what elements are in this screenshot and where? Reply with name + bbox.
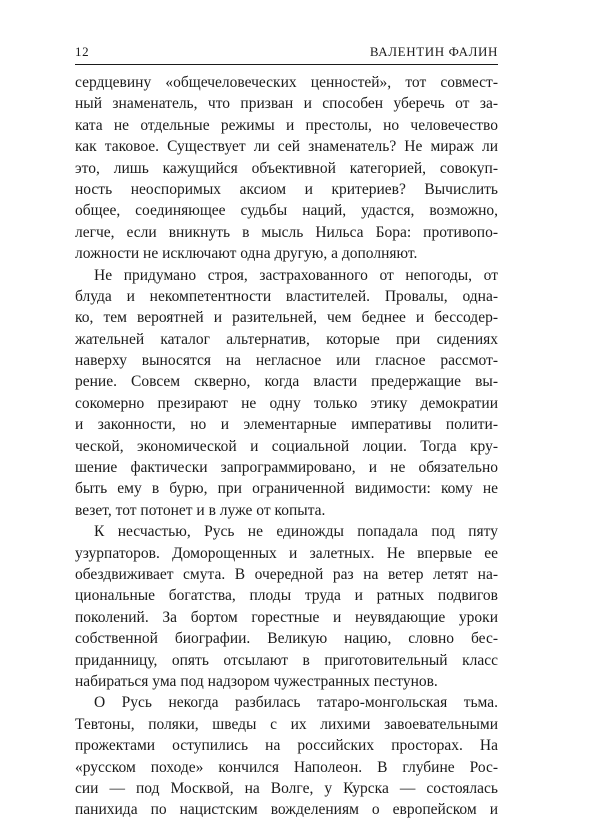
- text-line: циональные богатства, плоды труда и ратных подвигов: [75, 587, 498, 605]
- text-line: блуда и некомпетентности властителей. Провалы, одна-: [75, 287, 498, 305]
- paragraph: [75, 72, 498, 265]
- text-line: приданницу, опять отсылают в приготовительный класс: [75, 651, 498, 669]
- text-line: поколений. За бортом горестные и неувядающие уроки: [75, 608, 498, 626]
- text-line: собственной биографии. Великую нацию, словно бес-: [75, 630, 498, 648]
- text-line: ный знаменатель, что призван и способен уберечь от за-: [75, 95, 498, 113]
- text-line: везет, тот потонет и в луже от копыта.: [75, 501, 326, 519]
- text-line: О Русь некогда разбилась татаро-монгольская тьма.: [94, 694, 498, 712]
- text-line: это, лишь кажущийся объективной категорией, совокуп-: [75, 159, 498, 177]
- paragraph: [75, 265, 498, 522]
- text-line: «русском походе» кончился Наполеон. В глубине Рос-: [75, 758, 498, 776]
- text-line: Тевтоны, поляки, шведы с их лихими завоевательными: [75, 715, 498, 733]
- text-line: ко, тем вероятней и разительней, чем беднее и бессодер-: [75, 309, 498, 327]
- text-line: как таковое. Существует ли сей знаменатель? Не мираж ли: [75, 138, 498, 156]
- text-line: наверху выносятся на негласное или гласное рассмот-: [75, 352, 498, 370]
- text-line: сердцевину «общечеловеческих ценностей», тот совмест-: [75, 74, 498, 91]
- text-line: панихида по нацистским вожделениям о европейском и: [75, 801, 498, 819]
- text-line: ческой, экономической и социальной лоции. Тогда кру-: [75, 437, 498, 455]
- text-line: легче, если вникнуть в мысль Нильса Бора: противопо-: [75, 223, 498, 241]
- text-line: набираться ума под надзором чужестранных пестунов.: [75, 672, 438, 690]
- text-line: шение фактически запрограммировано, и не обязательно: [75, 459, 498, 477]
- paragraph: [75, 521, 498, 692]
- page-number: 12: [75, 44, 90, 59]
- running-head: ВАЛЕНТИН ФАЛИН: [369, 44, 498, 59]
- text-line: обездвиживает смута. В очередной раз на ветер летят на-: [75, 565, 498, 583]
- header-rule: [75, 64, 498, 65]
- text-line: ложности не исключают одна другую, а дополняют.: [75, 245, 418, 263]
- page-header: [75, 44, 498, 64]
- text-line: узурпаторов. Доморощенных и залетных. Не впервые ее: [75, 544, 498, 562]
- text-line: Не придумано строя, застрахованного от непогоды, от: [94, 266, 498, 284]
- paragraph: [75, 692, 498, 820]
- text-line: сокомерно презирают не одну только этику демократии: [75, 394, 498, 412]
- body-text: [75, 72, 498, 821]
- text-line: сии — под Москвой, на Волге, у Курска — состоялась: [75, 779, 498, 797]
- text-line: общее, соединяющее судьбы наций, удастся, возможно,: [75, 202, 498, 220]
- text-line: К несчастью, Русь не единожды попадала под пяту: [94, 523, 498, 541]
- text-line: рение. Совсем скверно, когда власти предержащие вы-: [75, 373, 498, 391]
- text-line: прожектами оступились на российских просторах. На: [75, 737, 498, 755]
- text-line: ката не отдельные режимы и престолы, но человечество: [75, 116, 498, 134]
- text-line: быть ему в бурю, при ограниченной видимости: кому не: [75, 480, 498, 498]
- text-line: жательней каталог альтернатив, которые при сидениях: [75, 330, 498, 348]
- text-line: и законности, но и элементарные императивы полити-: [75, 416, 498, 434]
- text-line: ность неоспоримых аксиом и критериев? Вычислить: [75, 180, 498, 198]
